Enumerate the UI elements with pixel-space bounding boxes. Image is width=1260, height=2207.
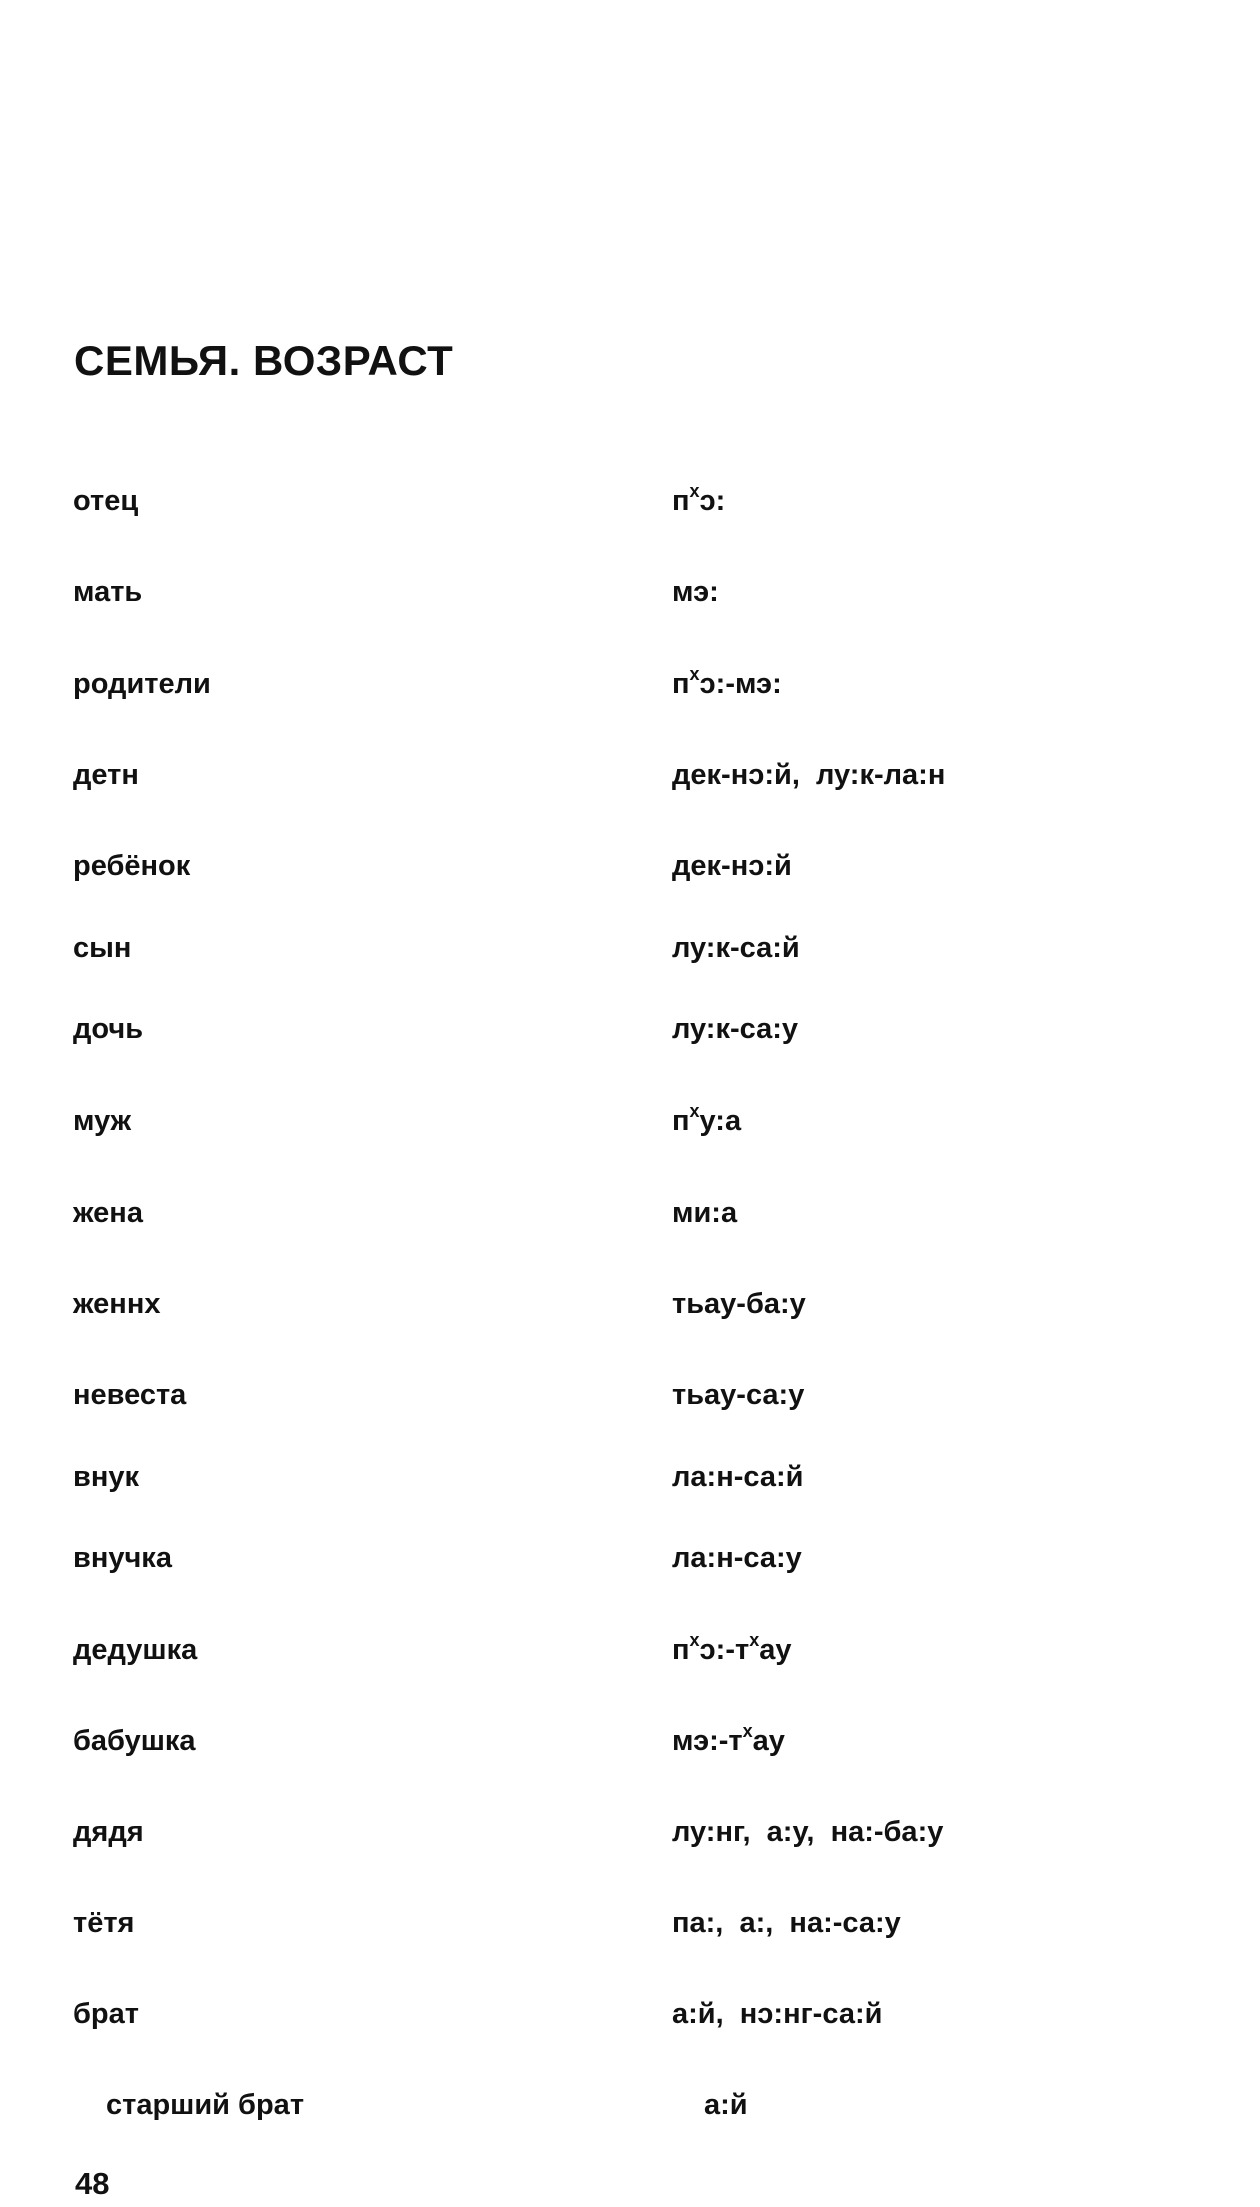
entry-term: детн xyxy=(73,759,139,791)
entry-term: тётя xyxy=(73,1907,135,1939)
translation-segment: п xyxy=(672,1105,690,1137)
translation-segment: ɔ:-т xyxy=(699,1634,750,1666)
entry-term: женнх xyxy=(73,1288,161,1320)
translation-segment: дек-нɔ:й xyxy=(672,850,792,882)
translation-segment: ла:н-са:у xyxy=(672,1542,802,1574)
entry-row xyxy=(0,852,1260,912)
aspiration-mark: х xyxy=(689,1630,700,1650)
section-title: СЕМЬЯ. ВОЗРАСТ xyxy=(74,337,454,384)
entry-term: бабушка xyxy=(73,1725,196,1757)
entry-term: внук xyxy=(73,1461,139,1493)
entry-term: мать xyxy=(73,576,143,608)
translation-segment: а:й, нɔ:нг-са:й xyxy=(672,1998,883,2030)
entry-row xyxy=(0,578,1260,638)
entry-translation xyxy=(672,2000,882,2029)
translation-segment: п xyxy=(672,1634,690,1666)
translation-segment: тьау-ба:у xyxy=(672,1288,806,1320)
entry-term: ребёнок xyxy=(73,850,191,882)
translation-segment: ми:а xyxy=(672,1197,738,1229)
aspiration-mark: х xyxy=(689,664,700,684)
translation-segment: лу:к-са:й xyxy=(672,932,800,964)
translation-segment: дек-нɔ:й, лу:к-ла:н xyxy=(672,759,946,791)
entry-term: дядя xyxy=(73,1816,144,1848)
entry-term: сын xyxy=(73,932,132,964)
entry-translation xyxy=(672,1630,792,1666)
entry-term: муж xyxy=(73,1105,132,1137)
entry-translation xyxy=(672,934,800,963)
entry-term: старший брат xyxy=(106,2089,305,2121)
entry-row xyxy=(0,1381,1260,1441)
entry-term: брат xyxy=(73,1998,139,2030)
entry-translation xyxy=(672,1463,803,1492)
entry-row xyxy=(0,1101,1260,1167)
entry-term: дедушка xyxy=(73,1634,198,1666)
translation-segment: ау xyxy=(759,1634,792,1666)
entry-row xyxy=(0,2091,1260,2151)
translation-segment: ау xyxy=(752,1725,785,1757)
entry-row xyxy=(0,1630,1260,1696)
entry-translation xyxy=(672,1721,785,1757)
entry-term: внучка xyxy=(73,1542,172,1574)
entry-translation xyxy=(672,761,945,790)
entry-translation xyxy=(672,1544,802,1573)
entry-term: жена xyxy=(73,1197,143,1229)
entry-translation xyxy=(672,1015,798,1044)
entry-row xyxy=(0,1463,1260,1523)
entry-row xyxy=(0,1015,1260,1075)
entry-term: невеста xyxy=(73,1379,187,1411)
aspiration-mark: х xyxy=(689,1101,700,1121)
aspiration-mark: х xyxy=(689,481,700,501)
entry-row xyxy=(0,1909,1260,1969)
translation-segment: лу:нг, а:у, на:-ба:у xyxy=(672,1816,944,1848)
entry-translation xyxy=(672,664,782,700)
entry-translation xyxy=(672,852,792,881)
translation-segment: ла:н-са:й xyxy=(672,1461,804,1493)
entry-term: дочь xyxy=(73,1013,144,1045)
translation-segment: а:й xyxy=(704,2089,748,2121)
entry-row xyxy=(0,481,1260,547)
entry-row xyxy=(0,1544,1260,1604)
entry-row xyxy=(0,934,1260,994)
translation-segment: лу:к-са:у xyxy=(672,1013,799,1045)
entry-row xyxy=(0,2000,1260,2060)
entry-translation xyxy=(672,481,726,517)
translation-segment: п xyxy=(672,668,690,700)
translation-segment: п xyxy=(672,485,690,517)
translation-segment: ɔ: xyxy=(699,485,726,517)
entry-translation xyxy=(672,1290,806,1319)
entry-translation xyxy=(672,1101,742,1137)
entry-translation xyxy=(672,1909,901,1938)
page-number: 48 xyxy=(75,2166,110,2201)
entry-term: отец xyxy=(73,485,139,517)
entry-row xyxy=(0,1199,1260,1259)
translation-segment: тьау-са:у xyxy=(672,1379,805,1411)
entry-translation xyxy=(672,1199,737,1228)
aspiration-mark: х xyxy=(749,1630,760,1650)
translation-segment: мэ: xyxy=(672,576,719,608)
entry-row xyxy=(0,1290,1260,1350)
entry-row xyxy=(0,761,1260,821)
entry-translation xyxy=(672,1381,804,1410)
entry-translation xyxy=(672,1818,943,1847)
entry-term: родители xyxy=(73,668,211,700)
entry-row xyxy=(0,1721,1260,1787)
translation-segment: у:а xyxy=(699,1105,742,1137)
entry-row xyxy=(0,664,1260,730)
entry-row xyxy=(0,1818,1260,1878)
entry-translation xyxy=(672,578,719,607)
translation-segment: ɔ:-мэ: xyxy=(699,668,782,700)
translation-segment: мэ:-т xyxy=(672,1725,743,1757)
translation-segment: па:, а:, на:-са:у xyxy=(672,1907,901,1939)
entry-translation xyxy=(704,2091,748,2120)
aspiration-mark: х xyxy=(742,1721,753,1741)
